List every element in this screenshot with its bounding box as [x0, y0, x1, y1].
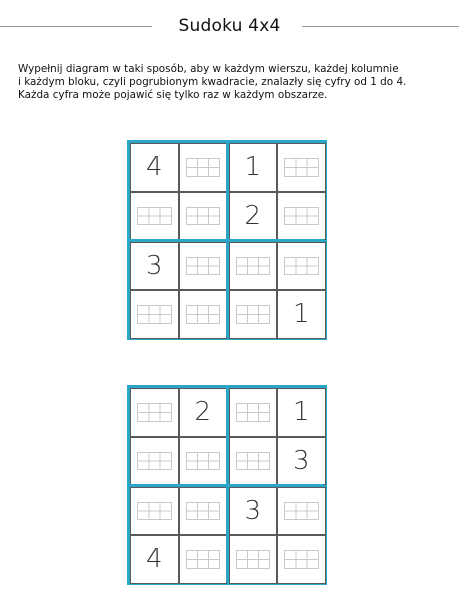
writing-guide: [284, 550, 319, 569]
given-cell: [229, 192, 278, 241]
given-cell: [130, 535, 179, 584]
sudoku-board-2: [127, 385, 327, 585]
writing-guide: [236, 257, 271, 276]
writing-guide: [186, 550, 221, 569]
writing-guide: [236, 452, 271, 471]
title-divider-right: [302, 26, 459, 27]
instructions-line-3: Każda cyfra może pojawić się tylko raz w każdym obszarze.: [18, 89, 328, 101]
empty-cell[interactable]: [229, 290, 278, 339]
writing-guide: [236, 550, 271, 569]
cell-digit: 1: [292, 299, 310, 329]
cell-digit: 3: [292, 445, 310, 476]
empty-cell[interactable]: [277, 192, 326, 241]
cell-digit: 1: [292, 397, 310, 427]
cell-digit: 4: [145, 152, 163, 182]
title-row: [0, 14, 459, 38]
board-cells: [130, 388, 324, 582]
writing-guide: [284, 158, 319, 177]
writing-guide: [186, 207, 221, 226]
block-separator-horizontal: [130, 484, 324, 487]
cell-digit: 3: [244, 495, 262, 526]
writing-guide: [137, 305, 172, 324]
writing-guide: [284, 257, 319, 276]
empty-cell[interactable]: [277, 487, 326, 536]
page-title: Sudoku 4x4: [178, 16, 281, 36]
given-cell: [130, 242, 179, 291]
empty-cell[interactable]: [277, 143, 326, 192]
empty-cell[interactable]: [179, 192, 228, 241]
empty-cell[interactable]: [130, 192, 179, 241]
writing-guide: [236, 403, 271, 422]
empty-cell[interactable]: [277, 535, 326, 584]
given-cell: [277, 388, 326, 437]
empty-cell[interactable]: [179, 242, 228, 291]
cell-digit: 1: [244, 152, 262, 182]
writing-guide: [137, 207, 172, 226]
given-cell: [277, 290, 326, 339]
empty-cell[interactable]: [130, 388, 179, 437]
writing-guide: [186, 257, 221, 276]
sudoku-board-1: [127, 140, 327, 340]
writing-guide: [137, 502, 172, 521]
writing-guide: [284, 207, 319, 226]
given-cell: [130, 143, 179, 192]
empty-cell[interactable]: [130, 437, 179, 486]
writing-guide: [137, 452, 172, 471]
empty-cell[interactable]: [277, 242, 326, 291]
empty-cell[interactable]: [229, 535, 278, 584]
empty-cell[interactable]: [179, 437, 228, 486]
cell-digit: 2: [244, 200, 262, 231]
empty-cell[interactable]: [130, 487, 179, 536]
board-cells: [130, 143, 324, 337]
empty-cell[interactable]: [130, 290, 179, 339]
writing-guide: [186, 305, 221, 324]
empty-cell[interactable]: [179, 535, 228, 584]
writing-guide: [186, 502, 221, 521]
block-separator-horizontal: [130, 239, 324, 242]
cell-digit: 3: [145, 250, 163, 281]
empty-cell[interactable]: [229, 437, 278, 486]
writing-guide: [236, 305, 271, 324]
writing-guide: [284, 502, 319, 521]
cell-digit: 2: [194, 397, 212, 427]
given-cell: [277, 437, 326, 486]
empty-cell[interactable]: [179, 487, 228, 536]
empty-cell[interactable]: [229, 388, 278, 437]
cell-digit: 4: [145, 544, 163, 574]
writing-guide: [137, 403, 172, 422]
empty-cell[interactable]: [229, 242, 278, 291]
writing-guide: [186, 452, 221, 471]
empty-cell[interactable]: [179, 143, 228, 192]
instructions-line-1: Wypełnij diagram w taki sposób, aby w każdym wierszu, każdej kolumnie: [18, 63, 399, 75]
given-cell: [229, 143, 278, 192]
instructions: [18, 63, 450, 102]
given-cell: [229, 487, 278, 536]
empty-cell[interactable]: [179, 290, 228, 339]
instructions-line-2: i każdym bloku, czyli pogrubionym kwadracie, znalazły się cyfry od 1 do 4.: [18, 76, 407, 88]
writing-guide: [186, 158, 221, 177]
given-cell: [179, 388, 228, 437]
